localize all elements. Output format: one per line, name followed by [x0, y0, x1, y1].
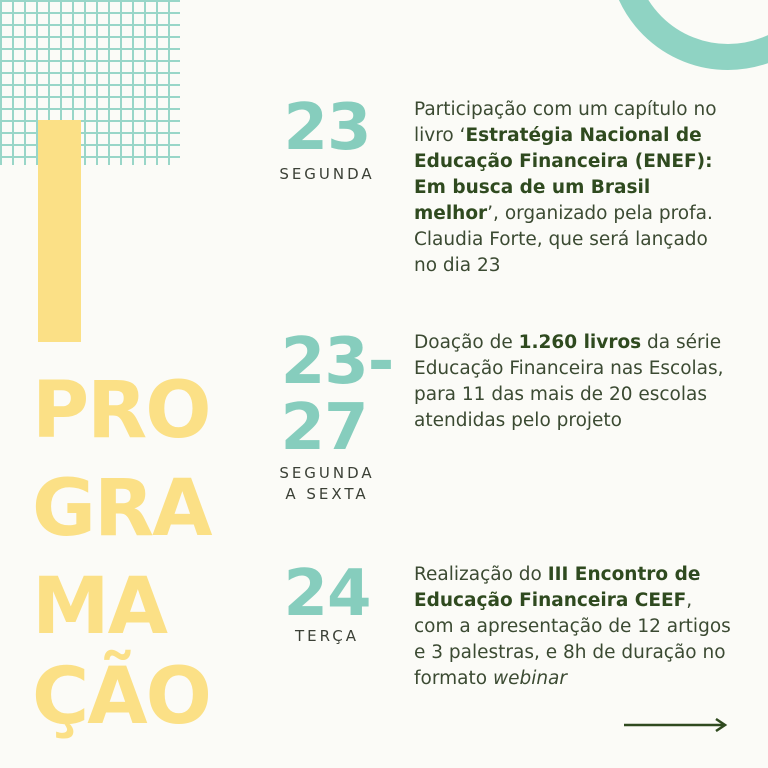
event-2-date-line-2: 27: [280, 391, 368, 465]
event-2-date-line-1: 23-: [280, 325, 394, 399]
event-3-day: TERÇA: [294, 627, 360, 645]
event-1-description: Participação com um capítulo no livro ‘Estratégia Nacional de Educação Financeira (ENEF): Em busca de um Brasil melhor’, organizado pela profa. Claudia Forte, que será lançado no dia 23: [414, 99, 717, 276]
title-line-3: MA: [32, 562, 166, 652]
title-line-4: ÇÃO: [32, 652, 210, 742]
title-line-1: PRO: [32, 366, 210, 456]
event-1-date: 23: [283, 91, 371, 165]
arrow-right-icon[interactable]: [624, 718, 728, 732]
event-3-description: Realização do III Encontro de Educação Financeira CEEF, com a apresentação de 12 artigos e 3 palestras, e 8h de duração no formato webinar: [414, 564, 731, 689]
grid-decoration: [0, 0, 180, 165]
circle-arc-decoration: [608, 0, 768, 70]
event-2-day-line-2: A SEXTA: [285, 485, 369, 503]
event-1-day: SEGUNDA: [279, 165, 375, 183]
event-2-description: Doação de 1.260 livros da série Educação Financeira nas Escolas, para 11 das mais de 20 escolas atendidas pelo projeto: [414, 332, 724, 431]
title-line-2: GRA: [32, 464, 211, 554]
yellow-bar-decoration: [38, 120, 81, 342]
event-3-date: 24: [283, 557, 371, 631]
event-2-day-line-1: SEGUNDA: [279, 464, 375, 482]
